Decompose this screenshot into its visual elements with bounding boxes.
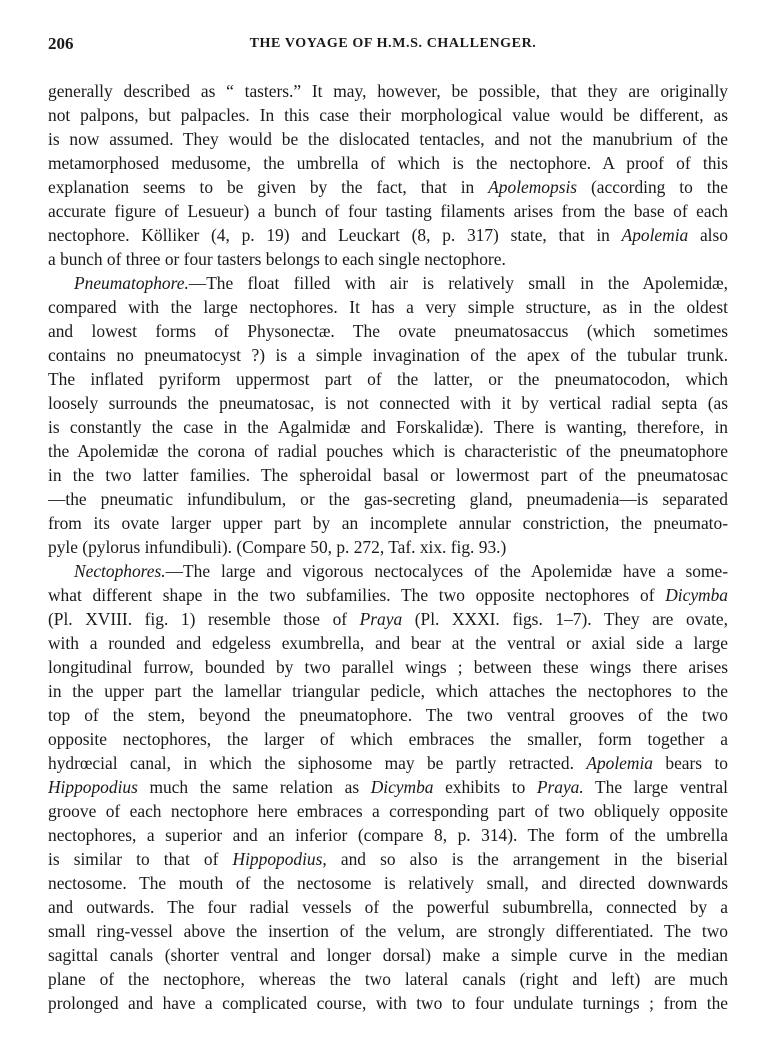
text-line [48, 127, 728, 151]
text-line [48, 703, 728, 727]
text-run: metamorphosed medusome, the umbrella of which is the nectophore. A proof of this [48, 153, 728, 173]
text-line [48, 799, 728, 823]
italic-text: Nectophores. [74, 561, 166, 581]
text-run: is constantly the case in the Agalmidæ and Forskalidæ). There is wanting, therefore, in [48, 417, 728, 437]
text-run: in the upper part the lamellar triangular pedicle, which attaches the nectophores to the [48, 681, 728, 701]
text-line [48, 607, 728, 631]
text-line [48, 463, 728, 487]
text-line [48, 79, 728, 103]
running-title: THE VOYAGE OF H.M.S. CHALLENGER. [249, 36, 537, 51]
text-run: explanation seems to be given by the fact, that in [48, 177, 489, 197]
text-line [48, 775, 728, 799]
text-line [48, 991, 728, 1015]
text-run: groove of each nectophore here embraces a corresponding part of two obliquely opposite [48, 801, 728, 821]
text-run: and lowest forms of Physonectæ. The ovate pneumatosaccus (which sometimes [48, 321, 728, 341]
text-line [48, 271, 728, 295]
text-run: exhibits to [433, 777, 537, 797]
text-run: —the pneumatic infundibulum, or the gas-secreting gland, pneumadenia—is separated [48, 489, 728, 509]
text-run: compared with the large nectophores. It has a very simple structure, as in the oldest [48, 297, 728, 317]
italic-text: Apolemia [586, 753, 653, 773]
text-run: prolonged and have a complicated course, with two to four undulate turnings ; from the [48, 993, 728, 1013]
text-line [48, 583, 728, 607]
text-run: nectophore. Kölliker (4, p. 19) and Leuckart (8, p. 317) state, that in [48, 225, 622, 245]
text-line [48, 415, 728, 439]
text-line [48, 631, 728, 655]
text-run: is now assumed. They would be the dislocated tentacles, and not the manubrium of the [48, 129, 728, 149]
text-run: the Apolemidæ the corona of radial pouches which is characteristic of the pneumatophore [48, 441, 728, 461]
text-line [48, 319, 728, 343]
body-text [48, 79, 728, 1015]
text-line [48, 223, 728, 247]
text-run: (Pl. XVIII. fig. 1) resemble those of [48, 609, 360, 629]
italic-text: Praya. [536, 777, 584, 797]
text-line [48, 103, 728, 127]
text-run: pyle (pylorus infundibuli). (Compare 50, p. 272, Taf. xix. fig. 93.) [48, 537, 507, 557]
text-run: (according to the [577, 177, 728, 197]
text-line [48, 847, 728, 871]
text-line [48, 391, 728, 415]
text-run: —The large and vigorous nectocalyces of the Apolemidæ have a some- [165, 561, 728, 581]
text-run: from its ovate larger upper part by an incomplete annular constriction, the pneumato- [48, 513, 728, 533]
text-run: what different shape in the two subfamilies. The two opposite nectophores of [48, 585, 666, 605]
text-line [48, 727, 728, 751]
text-line [48, 199, 728, 223]
text-run: nectophores, a superior and an inferior (compare 8, p. 314). The form of the umbrella [48, 825, 728, 845]
text-line [48, 895, 728, 919]
text-run: contains no pneumatocyst ?) is a simple invagination of the apex of the tubular trunk. [48, 345, 728, 365]
text-run: loosely surrounds the pneumatosac, is not connected with it by vertical radial septa (as [48, 393, 728, 413]
text-run: in the two latter families. The spheroidal basal or lowermost part of the pneumatosac [48, 465, 728, 485]
text-run: much the same relation as [137, 777, 371, 797]
italic-text: Apolemopsis [488, 177, 578, 197]
italic-text: Apolemia [621, 225, 689, 245]
italic-text: Dicymba [665, 585, 728, 605]
page-header [48, 34, 738, 62]
italic-text: Hippopodius, [232, 849, 327, 869]
text-run: generally described as “ tasters.” It may, however, be possible, that they are originally [48, 81, 728, 101]
text-run: with a rounded and edgeless exumbrella, and bear at the ventral or axial side a large [48, 633, 728, 653]
text-line [48, 871, 728, 895]
text-run: and so also is the arrangement in the biserial [326, 849, 728, 869]
text-line [48, 919, 728, 943]
text-run: small ring-vessel above the insertion of the velum, are strongly differentiated. The two [48, 921, 728, 941]
text-line [48, 559, 728, 583]
text-run: (Pl. XXXI. figs. 1–7). They are ovate, [402, 609, 728, 629]
italic-text: Dicymba [370, 777, 434, 797]
text-line [48, 439, 728, 463]
text-run: not palpons, but palpacles. In this case their morphological value would be different, as [48, 105, 728, 125]
text-run: plane of the nectophore, whereas the two lateral canals (right and left) are much [48, 969, 728, 989]
text-line [48, 679, 728, 703]
text-run: accurate figure of Lesueur) a bunch of four tasting filaments arises from the base of each [48, 201, 728, 221]
text-run: bears to [652, 753, 728, 773]
text-run: sagittal canals (shorter ventral and longer dorsal) make a simple curve in the median [48, 945, 728, 965]
text-line [48, 367, 728, 391]
text-run: —The float filled with air is relatively small in the Apolemidæ, [188, 273, 728, 293]
text-run: opposite nectophores, the larger of which embraces the smaller, form together a [48, 729, 728, 749]
text-line [48, 175, 728, 199]
text-run: longitudinal furrow, bounded by two parallel wings ; between these wings there arises [48, 657, 728, 677]
text-line [48, 943, 728, 967]
page-number: 206 [48, 34, 74, 53]
text-line [48, 511, 728, 535]
text-run: and outwards. The four radial vessels of the powerful subumbrella, connected by a [48, 897, 728, 917]
text-run: The inflated pyriform uppermost part of the latter, or the pneumatocodon, which [48, 369, 728, 389]
text-run: a bunch of three or four tasters belongs to each single nectophore. [48, 249, 506, 269]
text-line [48, 151, 728, 175]
text-run: The large ventral [583, 777, 728, 797]
text-line [48, 535, 728, 559]
text-line [48, 967, 728, 991]
text-line [48, 295, 728, 319]
text-run: also [688, 225, 728, 245]
text-line [48, 823, 728, 847]
text-run: nectosome. The mouth of the nectosome is relatively small, and directed downwards [48, 873, 728, 893]
italic-text: Hippopodius [48, 777, 138, 797]
text-line [48, 751, 728, 775]
italic-text: Praya [359, 609, 403, 629]
text-run: is similar to that of [48, 849, 233, 869]
text-run: top of the stem, beyond the pneumatophore. The two ventral grooves of the two [48, 705, 728, 725]
italic-text: Pneumatophore. [74, 273, 189, 293]
text-line [48, 655, 728, 679]
text-run: hydrœcial canal, in which the siphosome may be partly retracted. [48, 753, 587, 773]
text-line [48, 247, 728, 271]
text-line [48, 487, 728, 511]
text-line [48, 343, 728, 367]
